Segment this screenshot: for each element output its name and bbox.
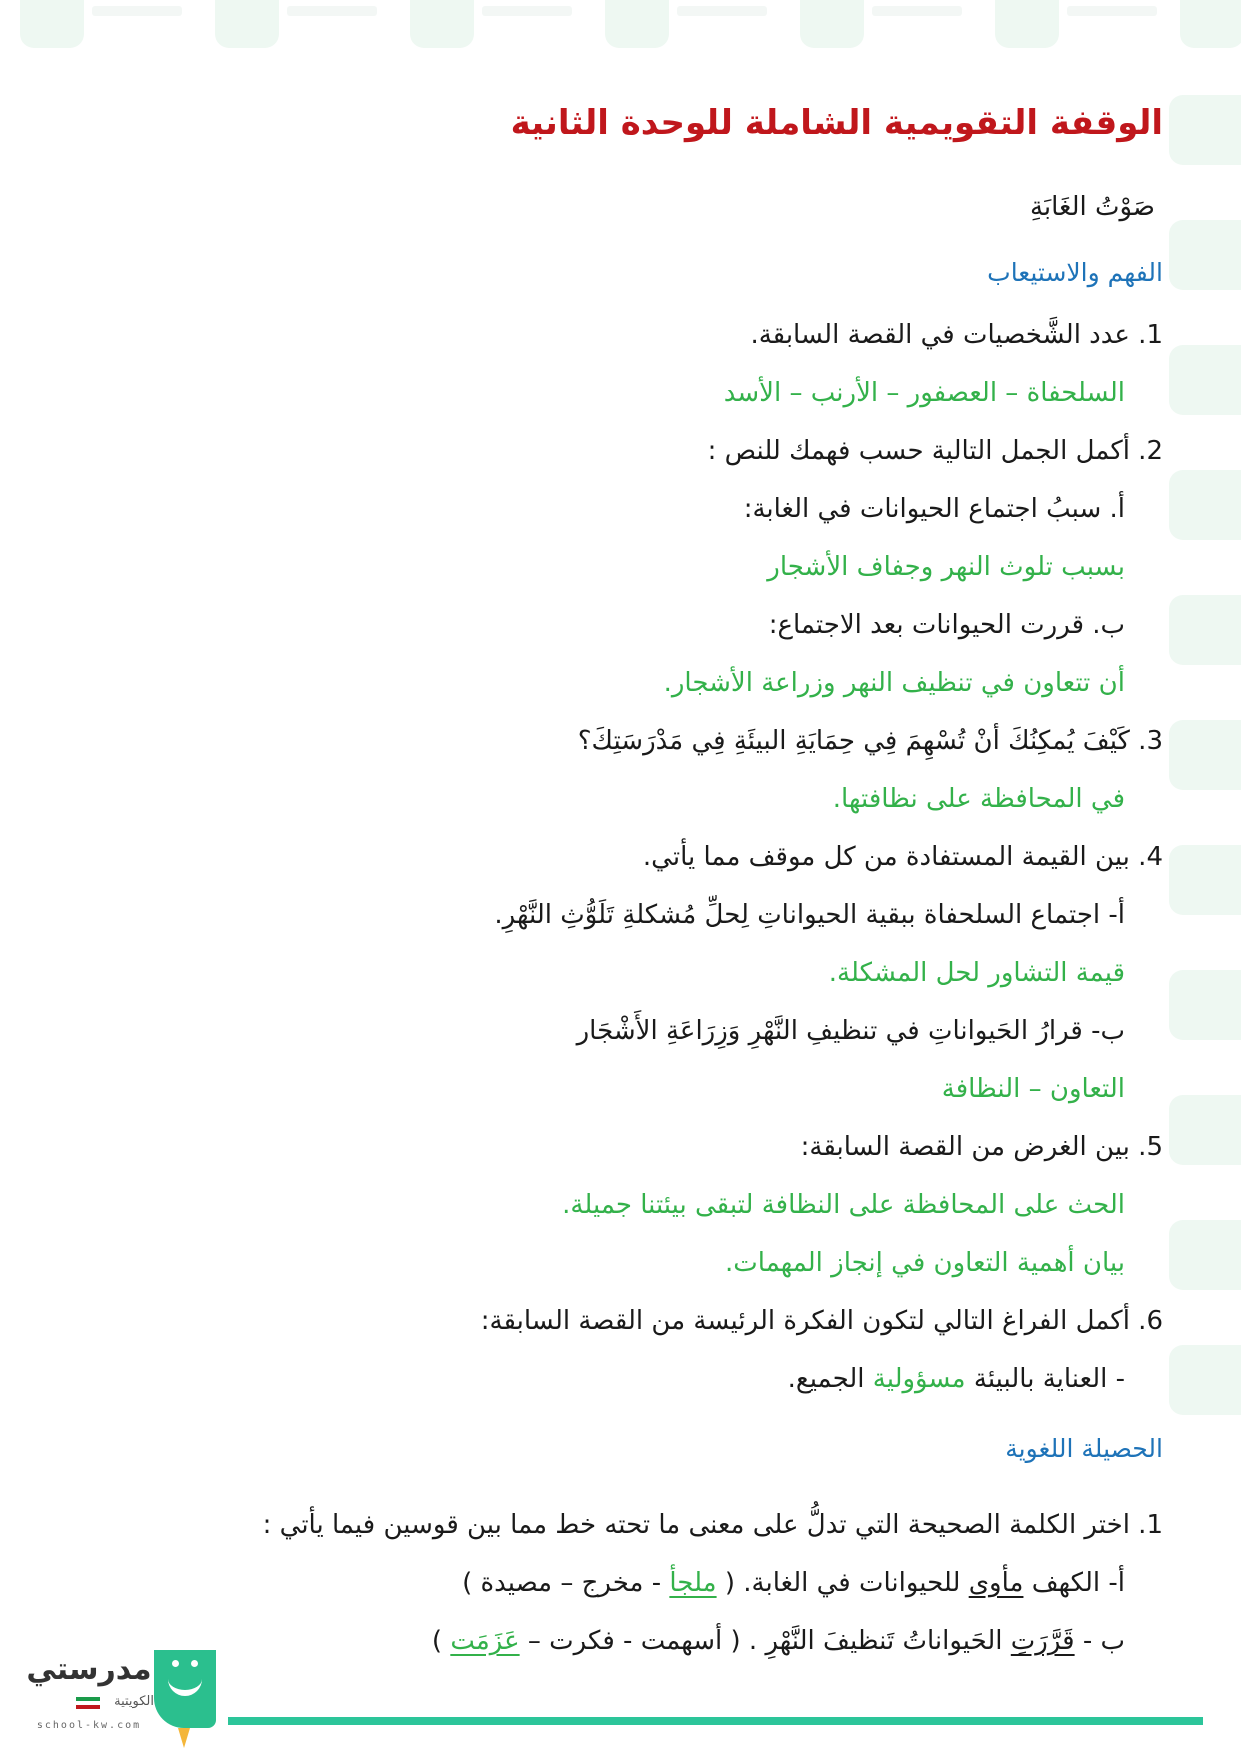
correct-choice: ملجأ <box>669 1568 717 1598</box>
logo-subtitle: الكويتية <box>114 1694 154 1709</box>
question-2 <box>708 434 1163 468</box>
logo-url: school-kw.com <box>36 1720 142 1731</box>
fill-text-after: الجميع. <box>787 1364 873 1394</box>
fill-answer: مسؤولية <box>872 1364 966 1394</box>
question-number: 3 <box>1146 726 1163 756</box>
lesson-title: صَوْتُ الغَابَةِ <box>1029 192 1155 222</box>
question-text: . أكمل الفراغ التالي لتكون الفكرة الرئيسة من القصة السابقة: <box>480 1306 1147 1336</box>
smiley-badge-icon <box>154 1650 216 1728</box>
question-4 <box>643 840 1163 874</box>
vocab-question-1 <box>263 1508 1163 1542</box>
question-6 <box>481 1304 1163 1338</box>
text-segment: أ- الكهف <box>1023 1568 1125 1598</box>
question-text: . عدد الشَّخصيات في القصة السابقة. <box>750 320 1147 350</box>
pencil-tip-icon <box>178 1728 190 1748</box>
watermark-right <box>1166 95 1241 1495</box>
vocab-question-1a <box>462 1566 1125 1600</box>
question-number: 2 <box>1146 436 1163 466</box>
answer-3: في المحافظة على نظافتها. <box>832 784 1125 814</box>
text-segment: ب - <box>1074 1626 1125 1656</box>
question-text: . اختر الكلمة الصحيحة التي تدلُّ على معنى ما تحته خط مما بين قوسين فيما يأتي : <box>262 1510 1147 1540</box>
question-number: 5 <box>1146 1132 1163 1162</box>
answer-5-2: بيان أهمية التعاون في إنجاز المهمات. <box>725 1248 1125 1278</box>
smile-icon <box>168 1670 202 1696</box>
section-heading-comprehension: الفهم والاستيعاب <box>987 258 1163 287</box>
underlined-word: مأوى <box>968 1568 1024 1598</box>
answer-2a: بسبب تلوث النهر وجفاف الأشجار <box>767 552 1125 582</box>
fill-blank-6 <box>788 1362 1125 1396</box>
underlined-word: قَرَّرَتِ <box>1010 1626 1075 1656</box>
question-text: . أكمل الجمل التالية حسب فهمك للنص : <box>707 436 1147 466</box>
question-text: . بين الغرض من القصة السابقة: <box>800 1132 1147 1162</box>
correct-choice: عَزَمَت <box>450 1626 520 1656</box>
answer-4a: قيمة التشاور لحل المشكلة. <box>828 958 1125 988</box>
section-heading-vocabulary: الحصيلة اللغوية <box>1005 1434 1163 1463</box>
answer-5-1: الحث على المحافظة على النظافة لتبقى بيئتنا جميلة. <box>562 1190 1125 1220</box>
question-3 <box>578 724 1163 758</box>
fill-text-before: - العناية بالبيئة <box>965 1364 1125 1394</box>
answer-2b: أن تتعاون في تنظيف النهر وزراعة الأشجار. <box>663 668 1125 698</box>
answer-1: السلحفاة – العصفور – الأرنب – الأسد <box>723 378 1125 408</box>
question-number: 6 <box>1146 1306 1163 1336</box>
text-segment: الحَيواناتُ تَنظيفَ النَّهْرِ . ( أسهمت - فكرت – <box>519 1626 1011 1656</box>
eye-icon <box>191 1660 198 1667</box>
question-number: 1 <box>1146 320 1163 350</box>
text-segment: ) <box>431 1626 451 1656</box>
question-2a: أ. سببُ اجتماع الحيوانات في الغابة: <box>743 494 1125 524</box>
question-4b: ب- قرارُ الحَيواناتِ في تنظيفِ النَّهْرِ وَزِرَاعَةِ الأَشْجَار <box>576 1016 1125 1046</box>
question-text: . بين القيمة المستفادة من كل موقف مما يأتي. <box>642 842 1147 872</box>
page-title: الوقفة التقويمية الشاملة للوحدة الثانية <box>510 103 1163 143</box>
text-segment: للحيوانات في الغابة. ( <box>716 1568 969 1598</box>
vocab-question-1b <box>432 1624 1125 1658</box>
question-number: 1 <box>1146 1510 1163 1540</box>
question-number: 4 <box>1146 842 1163 872</box>
logo-brand-text: مدرستي <box>26 1652 152 1687</box>
watermark-strip <box>0 0 1241 52</box>
eye-icon <box>172 1660 179 1667</box>
question-2b: ب. قررت الحيوانات بعد الاجتماع: <box>768 610 1125 640</box>
text-segment: - مخرج – مصيدة ) <box>462 1568 670 1598</box>
site-logo <box>24 1650 219 1750</box>
question-1 <box>750 318 1163 352</box>
footer-divider <box>228 1717 1203 1725</box>
question-4a: أ- اجتماع السلحفاة ببقية الحيواناتِ لِحلِّ مُشكلةِ تَلَوُّثِ النَّهْرِ. <box>494 900 1125 930</box>
question-5 <box>801 1130 1163 1164</box>
answer-4b: التعاون – النظافة <box>941 1074 1125 1104</box>
question-text: . كَيْفَ يُمكِنُكَ أنْ تُسْهِمَ فِي حِمَايَةِ البيئَةِ فِي مَدْرَسَتِكَ؟ <box>577 726 1147 756</box>
